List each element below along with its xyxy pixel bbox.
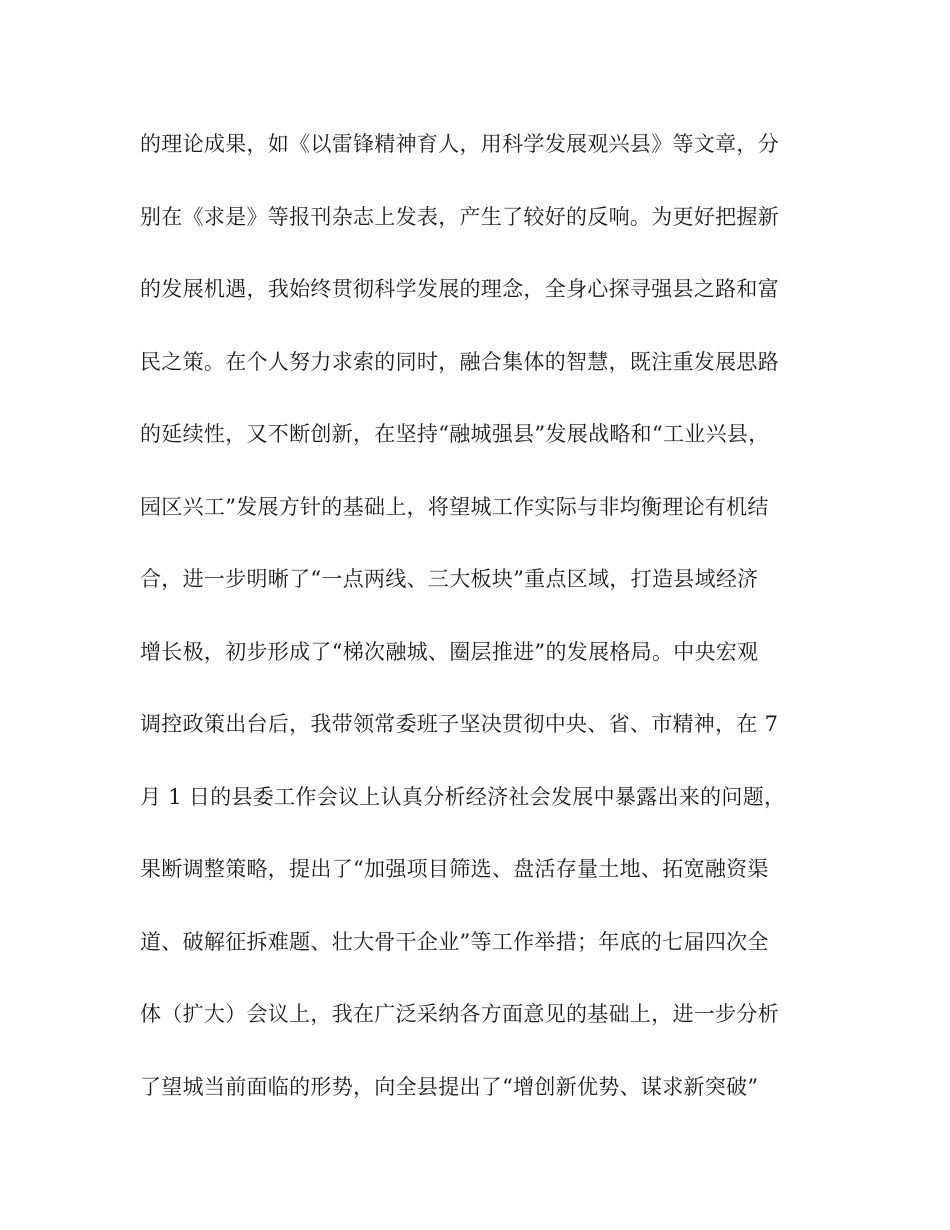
text-line: 民之策。在个人努力求索的同时，融合集体的智慧，既注重发展思路 — [140, 349, 779, 374]
text-line: 道、破解征拆难题、壮大骨干企业”等工作举措；年底的七届四次全 — [140, 929, 769, 954]
text-line: 合，进一步明晰了“一点两线、三大板块”重点区域，打造县域经济 — [140, 567, 759, 591]
text-line: 调控政策出台后，我带领常委班子坚决贯彻中央、省、市精神，在 7 — [140, 712, 779, 736]
text-line: 了望城当前面临的形势，向全县提出了“增创新优势、谋求新突破” — [140, 1074, 759, 1099]
text-line: 体（扩大）会议上，我在广泛采纳各方面意见的基础上，进一步分析 — [140, 1002, 779, 1026]
text-line: 增长极，初步形成了“梯次融城、圈层推进”的发展格局。中央宏观 — [140, 639, 759, 664]
text-line: 园区兴工”发展方针的基础上，将望城工作实际与非均衡理论有机结 — [140, 494, 769, 519]
body-text — [140, 124, 820, 1139]
text-line: 的理论成果，如《以雷锋精神育人，用科学发展观兴县》等文章，分 — [140, 132, 779, 156]
text-line: 别在《求是》等报刊杂志上发表，产生了较好的反响。为更好把握新 — [140, 204, 779, 229]
text-line: 的发展机遇，我始终贯彻科学发展的理念，全身心探寻强县之路和富 — [140, 277, 779, 301]
text-line: 月 1 日的县委工作会议上认真分析经济社会发展中暴露出来的问题， — [140, 784, 786, 809]
text-line: 果断调整策略，提出了“加强项目筛选、盘活存量土地、拓宽融资渠 — [140, 857, 769, 881]
text-line: 的延续性，又不断创新，在坚持“融城强县”发展战略和“工业兴县， — [140, 422, 770, 446]
